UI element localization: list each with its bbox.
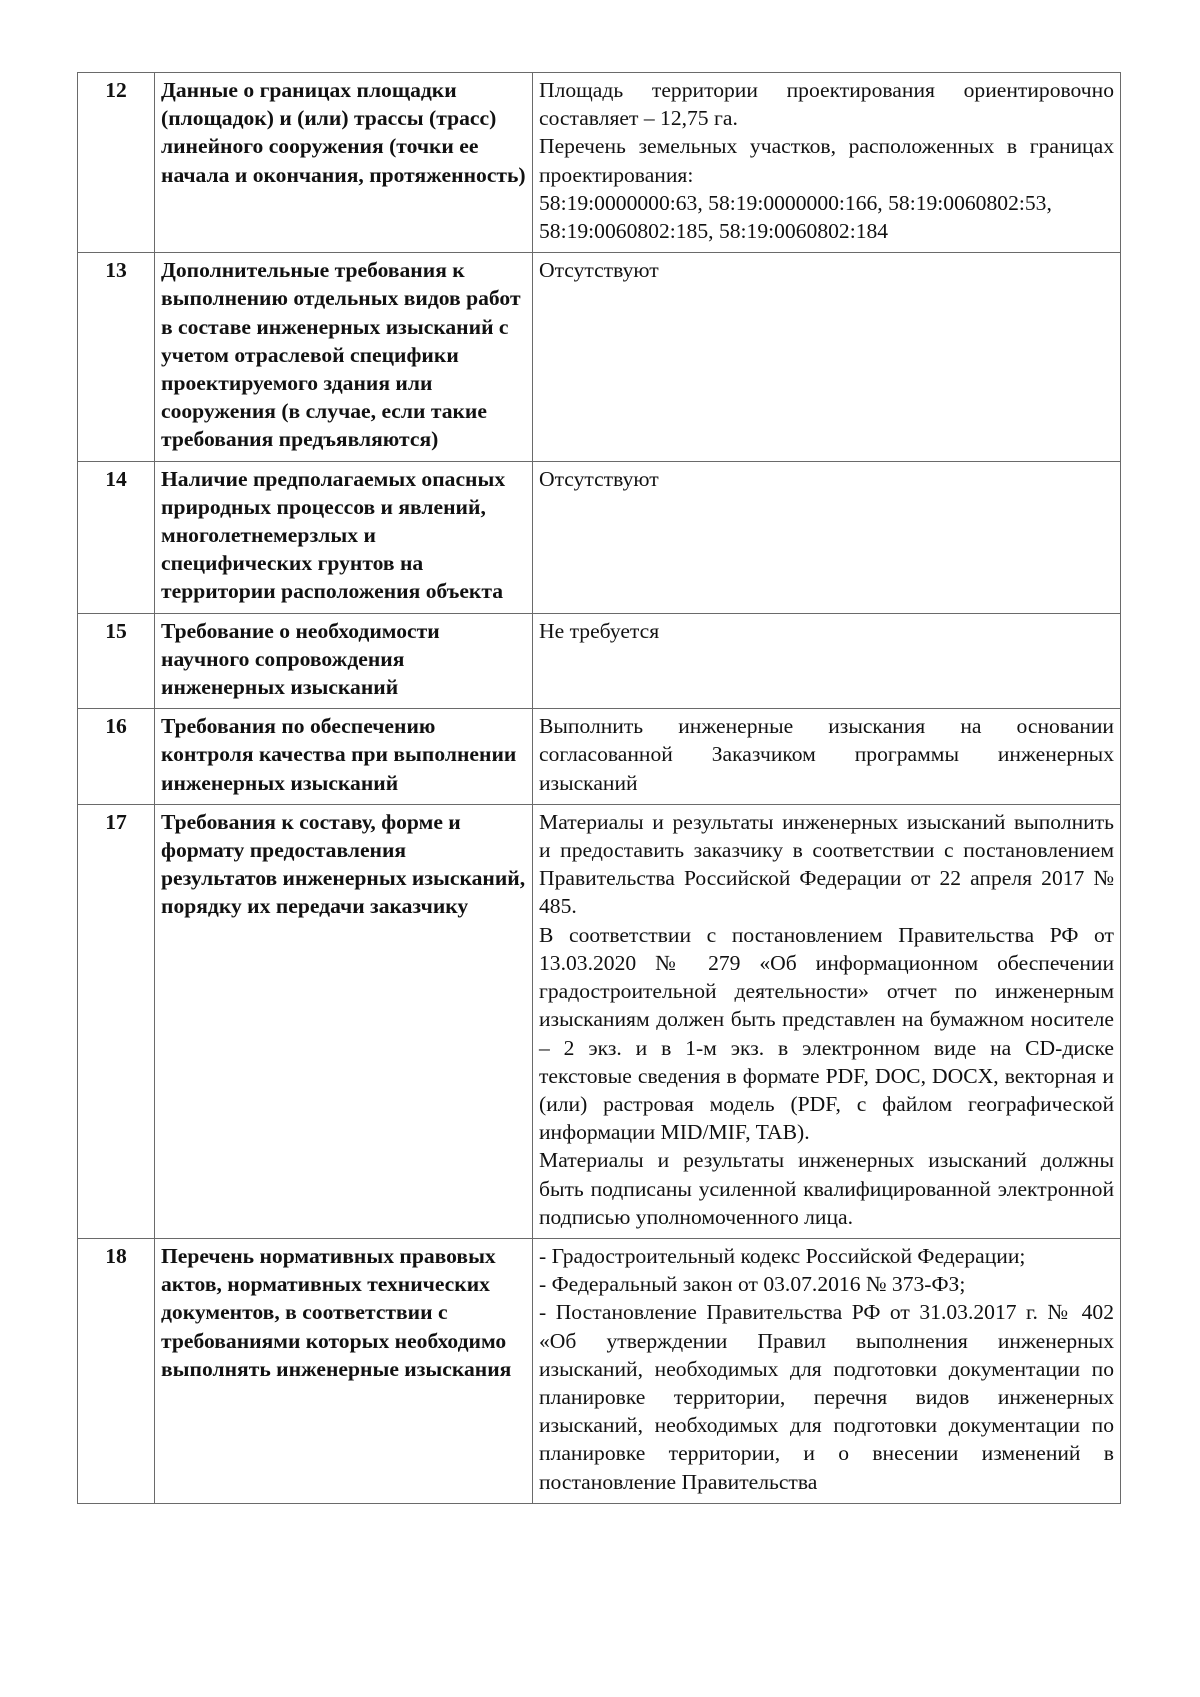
row-number: 15 — [78, 613, 155, 709]
row-title: Данные о границах площадки (площадок) и (или) трассы (трасс) линейного сооружения (точки ее начала и окончания, протяженность) — [155, 73, 533, 253]
table-row — [78, 804, 1121, 1238]
content-paragraph: - Градостроительный кодекс Российской Федерации; — [539, 1243, 1026, 1268]
table-row — [78, 73, 1121, 253]
content-paragraph: В соответствии с постановлением Правительства РФ от 13.03.2020 № 279 «Об информационном обеспечении градостроительной деятельности» отчет по инженерным изысканиям должен быть представлен на бумажном носителе – 2 экз. и в 1-м экз. в электронном виде на CD-диске текстовые сведения в формате PDF, DOC, DOCX, векторная и (или) растровая модель (PDF, с файлом географической информации MID/MIF, TAB). — [539, 922, 1114, 1145]
row-content — [533, 461, 1121, 613]
row-content — [533, 804, 1121, 1238]
content-paragraph: Выполнить инженерные изыскания на основании согласованной Заказчиком программы инженерных изысканий — [539, 714, 1114, 795]
table-row — [78, 461, 1121, 613]
table-body — [78, 73, 1121, 1504]
row-title: Требование о необходимости научного сопровождения инженерных изысканий — [155, 613, 533, 709]
content-paragraph: Площадь территории проектирования ориентировочно составляет – 12,75 га. — [539, 78, 1114, 131]
row-content — [533, 709, 1121, 805]
row-content — [533, 253, 1121, 461]
table-row — [78, 613, 1121, 709]
content-paragraph: Не требуется — [539, 618, 660, 643]
content-paragraph: Отсутствуют — [539, 466, 659, 491]
row-title: Требования по обеспечению контроля качества при выполнении инженерных изысканий — [155, 709, 533, 805]
row-title: Требования к составу, форме и формату предоставления результатов инженерных изысканий, порядку их передачи заказчику — [155, 804, 533, 1238]
requirements-table — [77, 72, 1121, 1504]
content-paragraph: Материалы и результаты инженерных изысканий выполнить и предоставить заказчику в соответствии с постановлением Правительства Российской Федерации от 22 апреля 2017 № 485. — [539, 809, 1114, 919]
table-row — [78, 709, 1121, 805]
table-row — [78, 253, 1121, 461]
content-paragraph: Отсутствуют — [539, 258, 659, 283]
row-number: 17 — [78, 804, 155, 1238]
row-title: Наличие предполагаемых опасных природных процессов и явлений, многолетнемерзлых и специфических грунтов на территории расположения объекта — [155, 461, 533, 613]
row-content — [533, 73, 1121, 253]
table-row — [78, 1238, 1121, 1503]
content-paragraph: - Федеральный закон от 03.07.2016 № 373-ФЗ; — [539, 1272, 966, 1297]
content-paragraph: 58:19:0000000:63, 58:19:0000000:166, 58:19:0060802:53, 58:19:0060802:185, 58:19:0060802:184 — [539, 190, 1052, 244]
content-paragraph: - Постановление Правительства РФ от 31.03.2017 г. № 402 «Об утверждении Правил выполнения инженерных изысканий, необходимых для подготовки документации по планировке территории, перечня видов инженерных изысканий, необходимых для подготовки документации по планировке территории, и о внесении изменений в постановление Правительства — [539, 1300, 1114, 1494]
row-title: Перечень нормативных правовых актов, нормативных технических документов, в соответствии с требованиями которых необходимо выполнять инженерные изыскания — [155, 1238, 533, 1503]
row-content — [533, 1238, 1121, 1503]
content-paragraph: Материалы и результаты инженерных изысканий должны быть подписаны усиленной квалифицированной электронной подписью уполномоченного лица. — [539, 1148, 1114, 1229]
row-number: 18 — [78, 1238, 155, 1503]
row-number: 13 — [78, 253, 155, 461]
content-paragraph: Перечень земельных участков, расположенных в границах проектирования: — [539, 134, 1114, 187]
row-number: 14 — [78, 461, 155, 613]
row-number: 16 — [78, 709, 155, 805]
row-title: Дополнительные требования к выполнению отдельных видов работ в составе инженерных изысканий с учетом отраслевой специфики проектируемого здания или сооружения (в случае, если такие требования предъявляются) — [155, 253, 533, 461]
row-content — [533, 613, 1121, 709]
row-number: 12 — [78, 73, 155, 253]
